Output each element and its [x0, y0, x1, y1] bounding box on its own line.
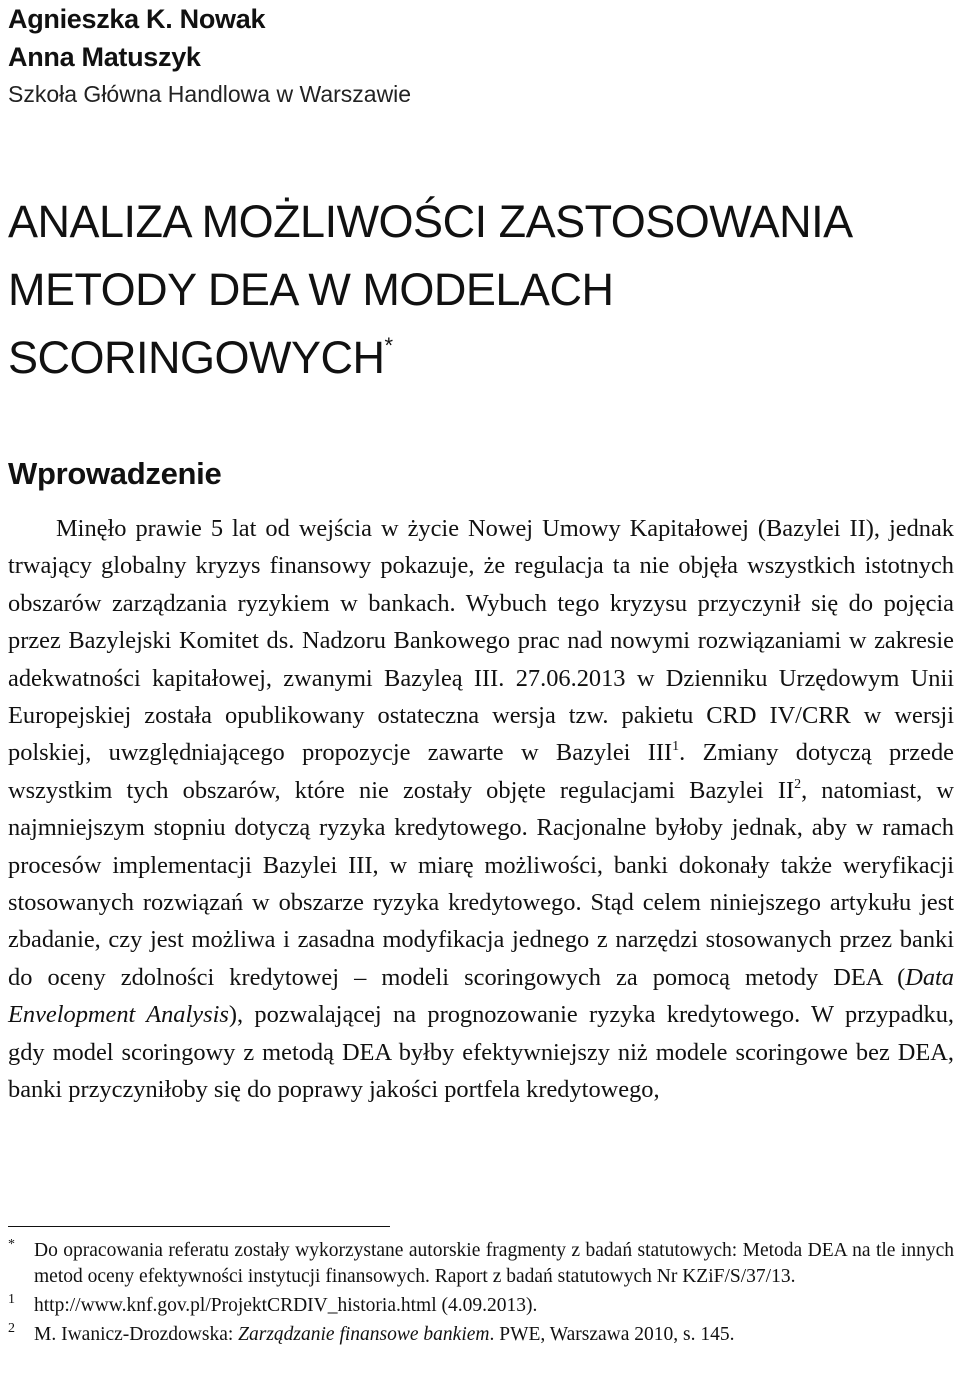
paper-page — [8, 0, 955, 1345]
footnote-2-text-after: . PWE, Warszawa 2010, s. 145. — [489, 1324, 735, 1345]
footnote-star-text: Do opracowania referatu zostały wykorzystane autorskie fragmenty z badań statutowych: Metoda DEA na tle innych metod oceny efektywności instytucji finansowych. Raport z badań statutowych Nr KZiF/S/37/13. — [34, 1240, 954, 1287]
footnote-ref-2: 2 — [794, 776, 802, 792]
affiliation: Szkoła Główna Handlowa w Warszawie — [8, 81, 412, 107]
footnote-separator — [8, 1226, 390, 1227]
title-line-3: SCORINGOWYCH — [8, 332, 385, 383]
footnote-2-text-before: M. Iwanicz-Drozdowska: — [34, 1324, 239, 1345]
author-block — [8, 0, 954, 112]
body-paragraph — [8, 510, 954, 1109]
footnote-2 — [8, 1322, 954, 1348]
title-footnote-marker: * — [384, 333, 393, 358]
footnote-mark-star: * — [8, 1237, 15, 1252]
footnote-star — [8, 1238, 954, 1290]
footnote-mark-2: 2 — [8, 1321, 15, 1336]
footnote-1 — [8, 1293, 954, 1319]
title-line-1: ANALIZA MOŻLIWOŚCI ZASTOSOWANIA — [8, 196, 853, 247]
footnote-mark-1: 1 — [8, 1292, 15, 1307]
section-heading: Wprowadzenie — [8, 456, 222, 491]
body-text-4: ), pozwalającej na prognozowanie ryzyka kredytowego. W przypadku, gdy model scoringowy z metodą DEA byłby efektywniejszy niż modele scoringowe bez DEA, banki przyczyniłoby się do poprawy jakości portfela kredytowego, — [8, 1001, 955, 1104]
paper-title — [8, 188, 954, 392]
body-italic-term: Data Envelopment Analysis — [8, 963, 954, 1029]
body-text-3: , natomiast, w najmniejszym stopniu dotyczą ryzyka kredytowego. Racjonalne byłoby jednak, aby w ramach procesów implementacji Bazylei III, w miarę możliwości, banki dokonały także weryfikacji stosowanych rozwiązań w obszarze ryzyka kredytowego. Stąd celem niniejszego artykułu jest zbadanie, czy jest możliwa i zasadna modyfikacja jednego z narzędzi stosowanych przez banki do oceny zdolności kredytowej – modeli scoringowych za pomocą metody DEA ( — [8, 776, 954, 991]
footnote-ref-1: 1 — [672, 739, 680, 755]
body-text-2: . Zmiany dotyczą przede wszystkim tych obszarów, które nie zostały objęte regulacjami Bazylei II — [8, 739, 954, 804]
footnote-2-book-title: Zarządzanie finansowe bankiem — [238, 1324, 490, 1345]
title-line-2: METODY DEA W MODELACH — [8, 264, 614, 315]
footnote-1-text: http://www.knf.gov.pl/ProjektCRDIV_historia.html (4.09.2013). — [34, 1295, 538, 1316]
author-1: Agnieszka K. Nowak — [8, 4, 266, 34]
footnotes — [8, 1238, 954, 1348]
body-text-1: Minęło prawie 5 lat od wejścia w życie Nowej Umowy Kapitałowej (Bazylei II), jednak trwający globalny kryzys finansowy pokazuje, że regulacja ta nie objęła wszystkich istotnych obszarów zarządzania ryzykiem w bankach. Wybuch tego kryzysu przyczynił się do pojęcia przez Bazylejski Komitet ds. Nadzoru Bankowego prac nad nowymi rozwiązaniami w zakresie adekwatności kapitałowej, zwanymi Bazyleą III. 27.06.2013 w Dzienniku Urzędowym Unii Europejskiej została opublikowany ostateczna wersja tzw. pakietu CRD IV/CRR w wersji polskiej, uwzględniającego propozycje zawarte w Bazylei III — [8, 515, 954, 767]
author-2: Anna Matuszyk — [8, 42, 201, 72]
